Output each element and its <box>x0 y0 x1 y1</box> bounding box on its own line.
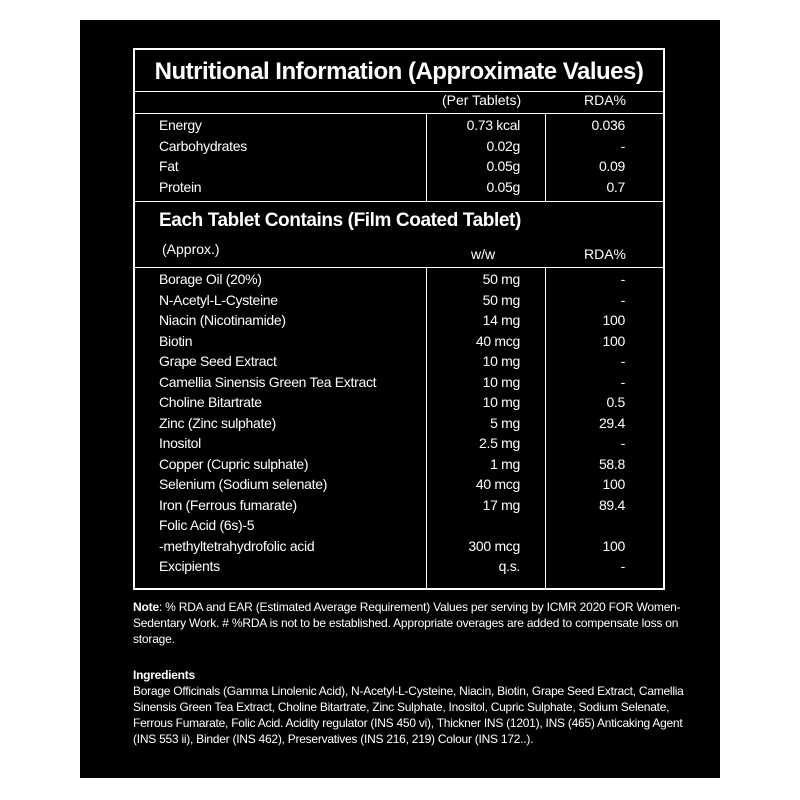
cell-qty: 40 mcg <box>475 332 520 349</box>
cell-rda: - <box>620 137 625 154</box>
cell-name: N-Acetyl-L-Cysteine <box>159 291 278 308</box>
cell-rda: 0.036 <box>591 117 625 133</box>
cell-qty: 17 mg <box>482 496 520 513</box>
table-title: Nutritional Information (Approximate Values) <box>154 58 644 85</box>
cell-rda: - <box>620 373 625 390</box>
table-row <box>135 351 663 372</box>
cell-name: Fat <box>159 158 179 174</box>
cell-rda: 100 <box>602 476 625 492</box>
per-tablets-header: (Per Tablets) <box>442 92 522 108</box>
table-row <box>135 331 663 352</box>
cell-rda: 58.8 <box>598 455 625 472</box>
cell-qty: 1 mg <box>490 455 520 472</box>
cell-name: Borage Oil (20%) <box>159 271 262 287</box>
tablet-rda-header: RDA% <box>584 246 627 262</box>
cell-qty: 0.05g <box>486 178 520 195</box>
table-row <box>135 372 663 393</box>
note-label: Note <box>133 600 159 614</box>
cell-qty: 50 mg <box>482 271 520 287</box>
approx-label: (Approx.) <box>162 241 220 257</box>
tablet-section-title: Each Tablet Contains (Film Coated Tablet) <box>159 210 521 231</box>
cell-qty: 300 mcg <box>468 537 520 554</box>
note-text <box>133 599 693 647</box>
cell-name: Protein <box>159 178 202 195</box>
cell-qty: 10 mg <box>482 353 520 369</box>
cell-name: Choline Bitartrate <box>159 394 262 410</box>
section-divider <box>135 201 663 202</box>
table-row <box>135 556 663 577</box>
cell-rda: 0.09 <box>598 158 625 174</box>
cell-rda: 89.4 <box>598 496 625 513</box>
cell-qty: 10 mg <box>482 373 520 390</box>
cell-qty: 0.05g <box>486 158 520 174</box>
cell-qty: 0.73 kcal <box>466 117 520 133</box>
table-row <box>135 177 663 198</box>
cell-rda: 100 <box>602 312 625 328</box>
cell-qty: 0.02g <box>486 137 520 154</box>
cell-rda: 29.4 <box>598 414 625 431</box>
cell-name: Copper (Cupric sulphate) <box>159 455 309 472</box>
table-row <box>135 413 663 434</box>
table-row <box>135 269 663 290</box>
rda-header: RDA% <box>584 92 627 108</box>
note-body: : % RDA and EAR (Estimated Average Requirement) Values per serving by ICMR 2020 FOR Women-Sedentary Work. # %RDA is not to be established. Appropriate overages are added to compensate loss on storage. <box>133 600 681 646</box>
table-row <box>135 515 663 536</box>
cell-rda: - <box>620 435 625 451</box>
table-row <box>135 454 663 475</box>
cell-name: -methyltetrahydrofolic acid <box>159 537 315 554</box>
column-divider-4 <box>545 267 546 590</box>
cell-qty: 5 mg <box>490 414 520 431</box>
column-divider-2 <box>545 113 546 201</box>
table-row <box>135 156 663 177</box>
cell-name: Biotin <box>159 332 193 349</box>
cell-qty: q.s. <box>498 558 520 574</box>
cell-qty: 40 mcg <box>475 476 520 492</box>
cell-name: Inositol <box>159 435 201 451</box>
cell-rda: - <box>620 271 625 287</box>
cell-name: Niacin (Nicotinamide) <box>159 312 286 328</box>
header-divider <box>135 113 663 114</box>
cell-qty: 50 mg <box>482 291 520 308</box>
cell-rda: 0.7 <box>606 178 625 195</box>
cell-rda: 100 <box>602 537 625 554</box>
cell-qty: 10 mg <box>482 394 520 410</box>
table-row <box>135 495 663 516</box>
cell-rda: 100 <box>602 332 625 349</box>
table-row <box>135 290 663 311</box>
table-row <box>135 136 663 157</box>
column-divider-3 <box>426 267 427 590</box>
ingredients-text: Borage Officinals (Gamma Linolenic Acid), N-Acetyl-L-Cysteine, Niacin, Biotin, Grape Seed Extract, Camellia Sinensis Green Tea Extract, Choline Bitartrate, Zinc Sulphate, Inositol, Cupric Sulphate, Sodium Selenate, Ferrous Fumarate, Folic Acid. Acidity regulator (INS 450 vi), Thickner INS (1201), INS (465) Anticaking Agent (INS 553 ii), Binder (INS 462), Preservatives (INS 216, 219) Colour (INS 172..). <box>133 684 684 746</box>
table-row <box>135 392 663 413</box>
table-row <box>135 115 663 136</box>
cell-rda: - <box>620 558 625 574</box>
cell-name: Zinc (Zinc sulphate) <box>159 414 276 431</box>
ingredients-label: Ingredients <box>133 668 195 682</box>
cell-name: Folic Acid (6s)-5 <box>159 517 255 533</box>
cell-rda: 0.5 <box>606 394 625 410</box>
cell-rda: - <box>620 291 625 308</box>
cell-name: Energy <box>159 117 202 133</box>
cell-name: Excipients <box>159 558 220 574</box>
cell-name: Iron (Ferrous fumarate) <box>159 496 297 513</box>
table-row <box>135 474 663 495</box>
tablet-header-divider <box>135 267 663 268</box>
ww-header: w/w <box>471 246 496 262</box>
cell-name: Grape Seed Extract <box>159 353 277 369</box>
table-row <box>135 433 663 454</box>
column-divider-1 <box>426 113 427 201</box>
cell-name: Carbohydrates <box>159 137 247 154</box>
ingredients-block <box>133 667 693 747</box>
cell-name: Selenium (Sodium selenate) <box>159 476 328 492</box>
table-row <box>135 310 663 331</box>
cell-qty: 14 mg <box>482 312 520 328</box>
cell-name: Camellia Sinensis Green Tea Extract <box>159 373 377 390</box>
nutrition-table <box>133 48 665 590</box>
table-row <box>135 536 663 557</box>
cell-rda: - <box>620 353 625 369</box>
cell-qty: 2.5 mg <box>479 435 520 451</box>
